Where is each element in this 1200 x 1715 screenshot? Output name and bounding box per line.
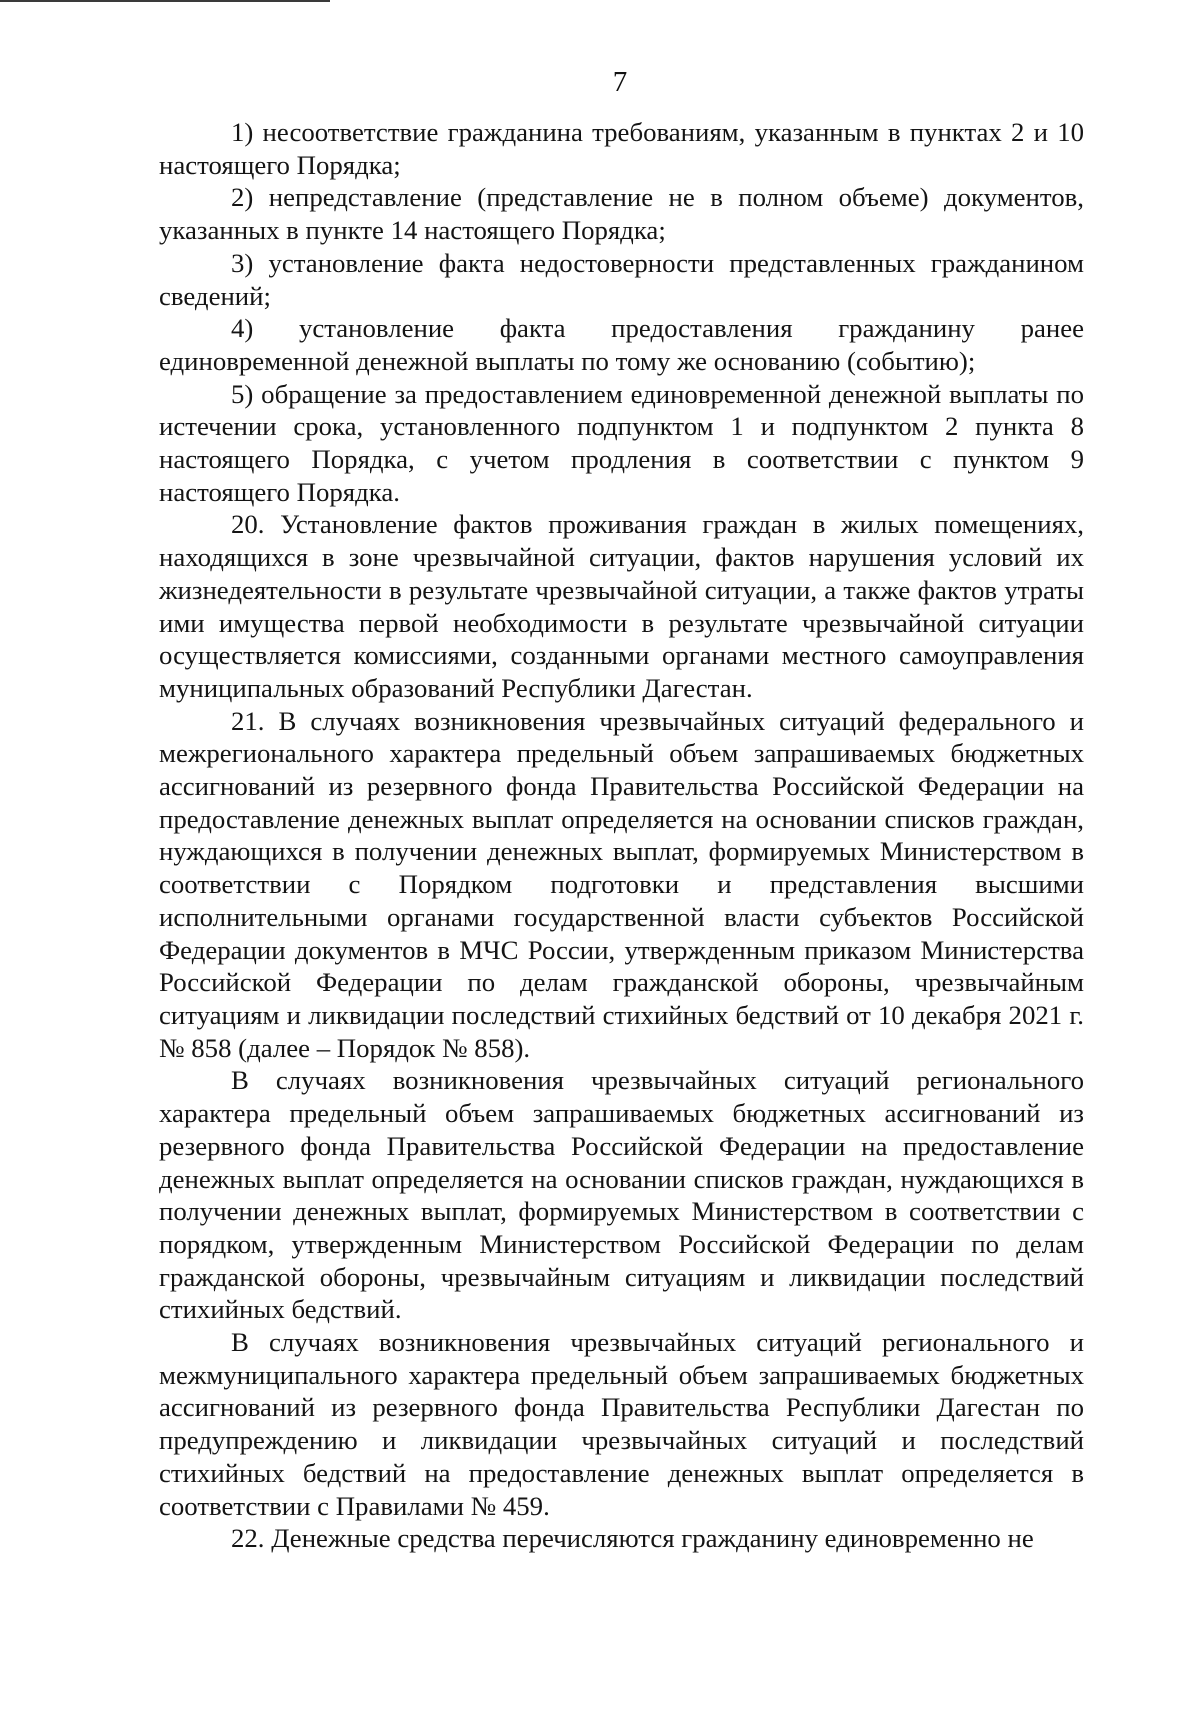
paragraph-clause-21-regional: В случаях возникновения чрезвычайных ситуаций регионального характера предельный объем запрашиваемых бюджетных ассигнований из резервного фонда Правительства Российской Федерации на предоставление денежных выплат определяется на основании списков граждан, нуждающихся в получении денежных выплат, формируемых Министерством в соответствии с порядком, утвержденным Министерством Российской Федерации по делам гражданской обороны, чрезвычайным ситуациям и ликвидации последствий стихийных бедствий. [159,1065,1084,1325]
paragraph-item-4-reason: 4) установление факта предоставления гражданину ранее единовременной денежной выплаты по тому же основанию (событию); [159,313,1084,376]
paragraph-item-3-reason: 3) установление факта недостоверности представленных гражданином сведений; [159,247,1084,311]
paragraph-clause-21: 21. В случаях возникновения чрезвычайных ситуаций федерального и межрегионального характера предельный объем запрашиваемых бюджетных ассигнований из резервного фонда Правительства Российской Федерации на предоставление денежных выплат определяется на основании списков граждан, нуждающихся в получении денежных выплат, формируемых Министерством в соответствии с Порядком подготовки и представления высшими исполнительными органами государственной власти субъектов Российской Федерации документов в МЧС России, утвержденным приказом Министерства Российской Федерации по делам гражданской обороны, чрезвычайным ситуациям и ликвидации последствий стихийных бедствий от 10 декабря 2021 г. № 858 (далее – Порядок № 858). [159,705,1084,1063]
paragraph-clause-20: 20. Установление фактов проживания граждан в жилых помещениях, находящихся в зоне чрезвычайной ситуации, фактов нарушения условий их жизнедеятельности в результате чрезвычайной ситуации, а также фактов утраты ими имущества первой необходимости в результате чрезвычайной ситуации осуществляется комиссиями, созданными органами местного самоуправления муниципальных образований Республики Дагестан. [159,509,1084,703]
paragraph-item-1-reason: 1) несоответствие гражданина требованиям, указанным в пунктах 2 и 10 настоящего Порядка; [159,117,1084,180]
paragraph-item-2-reason: 2) непредставление (представление не в полном объеме) документов, указанных в пункте 14 настоящего Порядка; [159,182,1084,246]
paragraph-clause-22: 22. Денежные средства перечисляются гражданину единовременно не [231,1523,1034,1554]
paragraph-clause-21-intermunicipal: В случаях возникновения чрезвычайных ситуаций регионального и межмуниципального характера предельный объем запрашиваемых бюджетных ассигнований из резервного фонда Правительства Республики Дагестан по предупреждению и ликвидации чрезвычайных ситуаций и последствий стихийных бедствий на предоставление денежных выплат определяется в соответствии с Правилами № 459. [159,1327,1084,1521]
page-number: 7 [612,66,628,98]
scan-edge-line [0,0,330,2]
paragraph-item-5-reason: 5) обращение за предоставлением единовременной денежной выплаты по истечении срока, установленного подпунктом 1 и подпунктом 2 пункта 8 настоящего Порядка, с учетом продления в соответствии с пунктом 9 настоящего Порядка. [159,378,1084,507]
document-body [159,116,1084,1555]
